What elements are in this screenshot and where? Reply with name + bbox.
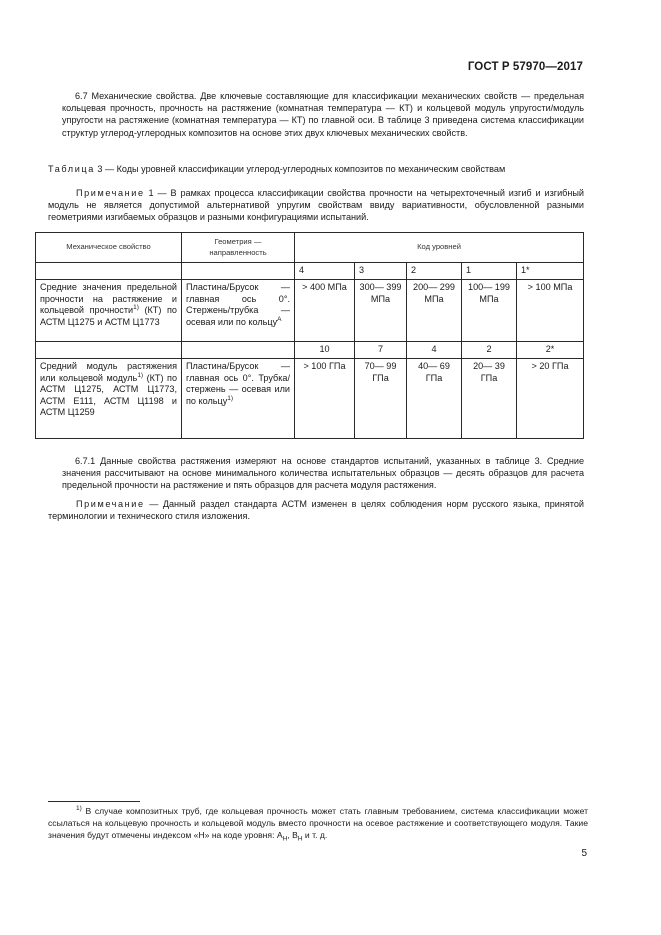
footnote-tail: и т. д. xyxy=(302,830,328,840)
empty-cell xyxy=(36,342,182,359)
value-cell: 70— 99 ГПа xyxy=(355,359,407,439)
value-cell: 300— 399 МПа xyxy=(355,280,407,342)
value-cell: 40— 69 ГПа xyxy=(407,359,462,439)
table-note xyxy=(48,187,584,224)
value-cell: > 100 МПа xyxy=(517,280,584,342)
page-number: 5 xyxy=(581,848,587,859)
table-row-modulus xyxy=(36,359,584,439)
code-cell: 4 xyxy=(295,263,355,280)
value-cell: 100— 199 МПа xyxy=(462,280,517,342)
value-cell: > 100 ГПа xyxy=(295,359,355,439)
footnote-b-sub: H xyxy=(297,835,303,843)
code-cell: 4 xyxy=(407,342,462,359)
value-cell: 20— 39 ГПа xyxy=(462,359,517,439)
geometry-sup: A xyxy=(277,315,282,323)
footnote-a-sub: H xyxy=(282,835,288,843)
footnote-sep: , xyxy=(287,830,293,840)
table-caption-label: Таблица xyxy=(48,164,95,174)
code-cell: 7 xyxy=(355,342,407,359)
empty-cell xyxy=(36,263,182,280)
code-cell: 1 xyxy=(462,263,517,280)
value-cell: > 400 МПа xyxy=(295,280,355,342)
empty-cell xyxy=(182,342,295,359)
footnote-text: В случае композитных труб, где кольцевая прочность может стать главным требованием, система классификации может ссылаться на кольцевую прочность и кольцевой модуль вместо прочности на осевое растяжение и соответствующего модуля. Такие значения будут отмечены индексом «Н» на коде уровня: xyxy=(48,806,588,840)
table-codes-row xyxy=(36,342,584,359)
footnote-a: A xyxy=(276,830,283,840)
property-text: Средний модуль растяжения или кольцевой модуль xyxy=(40,361,177,383)
header-geometry: Геометрия — направленность xyxy=(182,233,295,263)
table-codes-row xyxy=(36,263,584,280)
table-note-label: Примечание xyxy=(76,188,145,198)
property-tail: (КТ) по АСТМ Ц1275 и АСТМ Ц1773 xyxy=(40,305,177,327)
property-text: Средние значения предельной прочности на растяжение и кольцевой прочности xyxy=(40,282,177,316)
property-cell xyxy=(36,280,182,342)
code-cell: 2* xyxy=(517,342,584,359)
property-sup: 1) xyxy=(133,304,139,312)
property-cell xyxy=(36,359,182,439)
code-cell: 2 xyxy=(462,342,517,359)
code-cell: 1* xyxy=(517,263,584,280)
header-property: Механическое свойство xyxy=(36,233,182,263)
final-note-label: Примечание xyxy=(76,499,145,509)
footnote-divider xyxy=(48,801,140,802)
table-caption xyxy=(48,163,588,175)
footnote-b: B xyxy=(292,830,298,840)
value-cell: 200— 299 МПа xyxy=(407,280,462,342)
table-note-text: 1 — В рамках процесса классификации свойства прочности на четырехточечный изгиб и изгибный модуль не является допустимой альтернативой упругим свойствам ввиду вариативности, обусловленной разными геометриями изгибаемых образцов и разными конфигурациями испытаний. xyxy=(48,188,585,223)
classification-table xyxy=(35,232,584,439)
code-cell: 3 xyxy=(355,263,407,280)
code-cell: 10 xyxy=(295,342,355,359)
empty-cell xyxy=(182,263,295,280)
geometry-cell xyxy=(182,280,295,342)
table-row-strength xyxy=(36,280,584,342)
header-code: Код уровней xyxy=(295,233,584,263)
final-note xyxy=(48,498,584,522)
code-cell: 2 xyxy=(407,263,462,280)
section-6-7-1-paragraph: 6.7.1 Данные свойства растяжения измеряют на основе стандартов испытаний, указанных в таблице 3. Средние значения рассчитывают на основе минимального количества испытательных образцов — десять образцов для расчета предельной прочности на растяжение и пять образцов для расчета модуля растяжения. xyxy=(62,456,584,491)
footnote xyxy=(48,805,588,846)
standard-number: ГОСТ Р 57970—2017 xyxy=(467,61,583,73)
property-sup: 1) xyxy=(137,371,144,379)
geometry-text: Пластина/Брусок — главная ось 0°. Трубка/стержень — осевая или по кольцу xyxy=(186,361,290,406)
section-6-7-paragraph: 6.7 Механические свойства. Две ключевые составляющие для классификации механических свойств — предельная кольцевая прочность, прочность на растяжение (комнатная температура — КТ) и кольцевой модуль упругости/модуль упругости на растяжение (комнатная температура — КТ) по главной оси. В таблице 3 приведена система классификации структур углерод-углеродных композитов на основе этих двух ключевых механических свойств. xyxy=(62,91,584,138)
final-note-text: — Данный раздел стандарта АСТМ изменен в целях соблюдения норм русского языка, принятой терминологии и технического стиля изложения. xyxy=(48,499,584,522)
footnote-marker: 1) xyxy=(76,805,82,813)
table-header-row xyxy=(36,233,584,263)
property-tail: (КТ) по АСТМ Ц1275, АСТМ Ц1773, АСТМ Е111, АСТМ Ц1198 и АСТМ Ц1259 xyxy=(40,372,177,418)
geometry-sup: 1) xyxy=(227,394,234,402)
geometry-cell xyxy=(182,359,295,439)
value-cell: > 20 ГПа xyxy=(517,359,584,439)
geometry-text: Пластина/Брусок — главная ось 0°. Стержень/трубка — осевая или по кольцу xyxy=(186,282,290,327)
table-caption-text: 3 — Коды уровней классификации углерод-углеродных композитов по механическим свойствам xyxy=(97,164,506,174)
